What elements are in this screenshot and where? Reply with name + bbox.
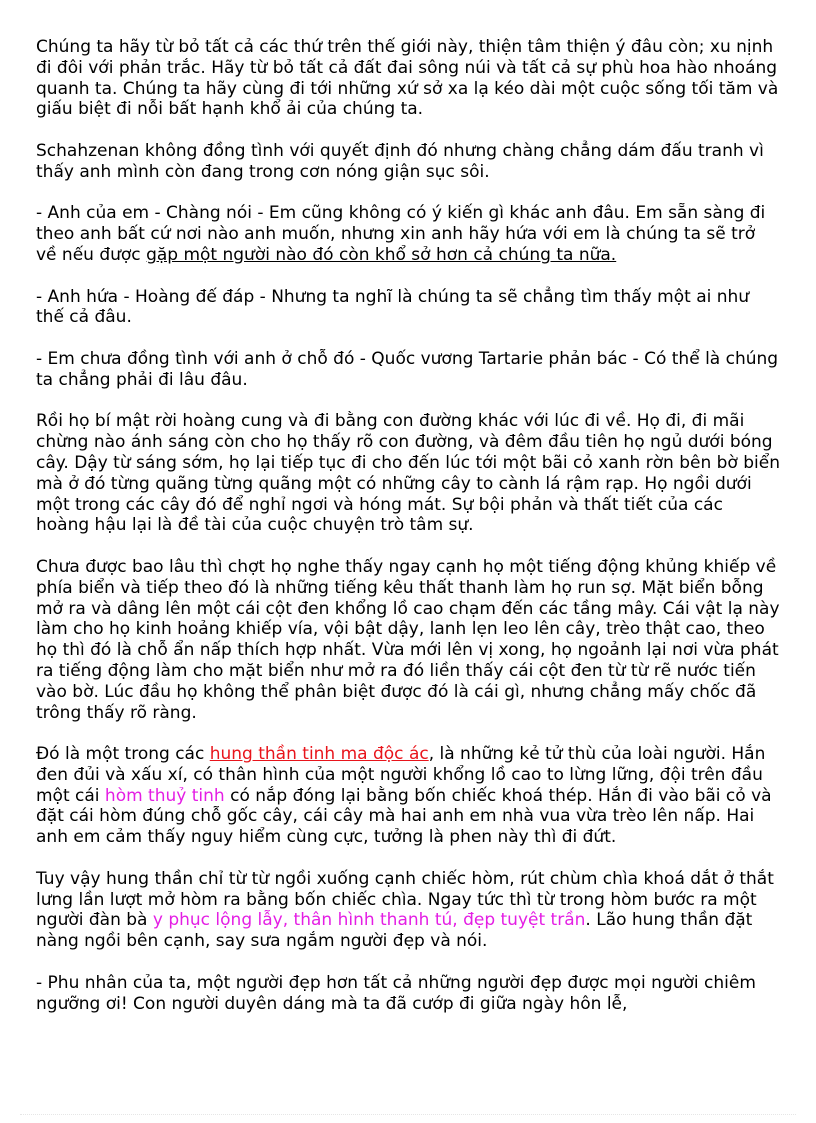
- text-run: Rồi họ bí mật rời hoàng cung và đi bằng con đường khác với lúc đi về. Họ đi, đi mãi chừng nào ánh sáng còn cho họ thấy rõ con đường, và đêm đầu tiên họ ngủ dưới bóng cây. Dậy từ sáng sớm, họ lại tiếp tục đi cho đến lúc tới một bãi cỏ xanh rờn bên bờ biển mà ở đó từng quãng từng quãng một có những cây to cành lá rậm rạp. Họ ngồi dưới một trong các cây đó để nghỉ ngơi và hóng mát. Sự bội phản và thất tiết của các hoàng hậu lại là đề tài của cuộc chuyện trò tâm sự.: [36, 411, 780, 536]
- text-run: - Phu nhân của ta, một người đẹp hơn tất cả những người đẹp được mọi người chiêm ngưỡng ơi! Con người duyên dáng mà ta đã cướp đi giữa ngày hôn lễ,: [36, 972, 756, 1014]
- text-run: . Lão hung thần đặt nàng ngồi bên cạnh, say sưa ngắm người đẹp và nói.: [36, 910, 753, 952]
- paragraph-5: [36, 349, 781, 391]
- magenta-phrase: hòm thuỷ tinh: [104, 785, 225, 806]
- text-run: Schahzenan không đồng tình với quyết định đó nhưng chàng chẳng dám đấu tranh vì thấy anh mình còn đang trong cơn nóng giận sục sôi.: [36, 140, 764, 182]
- paragraph-4: [36, 287, 781, 329]
- paragraph-10: [36, 973, 781, 1015]
- paragraph-2: [36, 141, 781, 183]
- text-run: Tuy vậy hung thần chỉ từ từ ngồi xuống cạnh chiếc hòm, rút chùm chìa khoá dắt ở thắt lưng lần lượt mở hòm ra bằng bốn chiếc chìa. Ngay tức thì từ trong hòm bước ra một người đàn bà: [36, 868, 774, 931]
- text-run: Đó là một trong các: [36, 744, 210, 765]
- text-run: - Anh của em - Chàng nói - Em cũng không có ý kiến gì khác anh đâu. Em sẵn sàng đi theo anh bất cứ nơi nào anh muốn, nhưng xin anh hãy hứa với em là chúng ta sẽ trở về nếu được: [36, 203, 766, 265]
- red-underlined-phrase: hung thần tinh ma độc ác: [209, 744, 429, 765]
- page-bottom-divider: [20, 1114, 796, 1115]
- text-run: Chúng ta hãy từ bỏ tất cả các thứ trên thế giới này, thiện tâm thiện ý đâu còn; xu nịnh đi đôi với phản trắc. Hãy từ bỏ tất cả đất đai sông núi và tất cả sự phù hoa hào nhoáng quanh ta. Chúng ta hãy cùng đi tới những xứ sở xa lạ kéo dài một cuộc sống tối tăm và giấu biệt đi nỗi bất hạnh khổ ải của chúng ta.: [36, 37, 779, 120]
- document-page: [36, 37, 781, 1035]
- text-run: - Em chưa đồng tình với anh ở chỗ đó - Quốc vương Tartarie phản bác - Có thể là chúng ta chẳng phải đi lâu đâu.: [36, 348, 779, 390]
- text-run: Chưa được bao lâu thì chợt họ nghe thấy ngay cạnh họ một tiếng động khủng khiếp về phía biển và tiếp theo đó là những tiếng kêu thất thanh làm họ run sợ. Mặt biển bỗng mở ra và dâng lên một cái cột đen khổng lồ cao chạm đến các tầng mây. Cái vật lạ này làm cho họ kinh hoảng khiếp vía, vội bật dậy, lanh lẹn leo lên cây, trèo thật cao, theo họ thì đó là chỗ ẩn nấp thích hợp nhất. Vừa mới lên vị xong, họ ngoảnh lại nơi vừa phát ra tiếng động làm cho mặt biển như mở ra đó liền thấy cái cột đen từ từ rẽ nước tiến vào bờ. Lúc đầu họ không thể phân biệt được đó là cái gì, nhưng chẳng mấy chốc đã trông thấy rõ ràng.: [36, 556, 780, 723]
- text-run: , là những kẻ tử thù của loài người. Hắn đen đủi và xấu xí, có thân hình của một người khổng lồ cao to lừng lững, đội trên đầu một cái: [36, 744, 766, 806]
- paragraph-9: [36, 869, 781, 952]
- magenta-phrase: y phục lộng lẫy, thân hình thanh tú, đẹp tuyệt trần: [152, 910, 586, 931]
- paragraph-6: [36, 411, 781, 536]
- underlined-phrase: gặp một người nào đó còn khổ sở hơn cả chúng ta nữa.: [146, 244, 617, 265]
- paragraph-8: [36, 744, 781, 848]
- text-run: có nắp đóng lại bằng bốn chiếc khoá thép. Hắn đi vào bãi cỏ và đặt cái hòm đúng chỗ gốc cây, cái cây mà hai anh em nhà vua vừa trèo lên nấp. Hai anh em cảm thấy nguy hiểm cùng cực, tưởng là phen này thì đi đứt.: [36, 785, 772, 848]
- paragraph-7: [36, 557, 781, 723]
- paragraph-3: [36, 203, 781, 265]
- paragraph-1: [36, 37, 781, 120]
- text-run: - Anh hứa - Hoàng đế đáp - Nhưng ta nghĩ là chúng ta sẽ chẳng tìm thấy một ai như thế cả đâu.: [36, 286, 750, 328]
